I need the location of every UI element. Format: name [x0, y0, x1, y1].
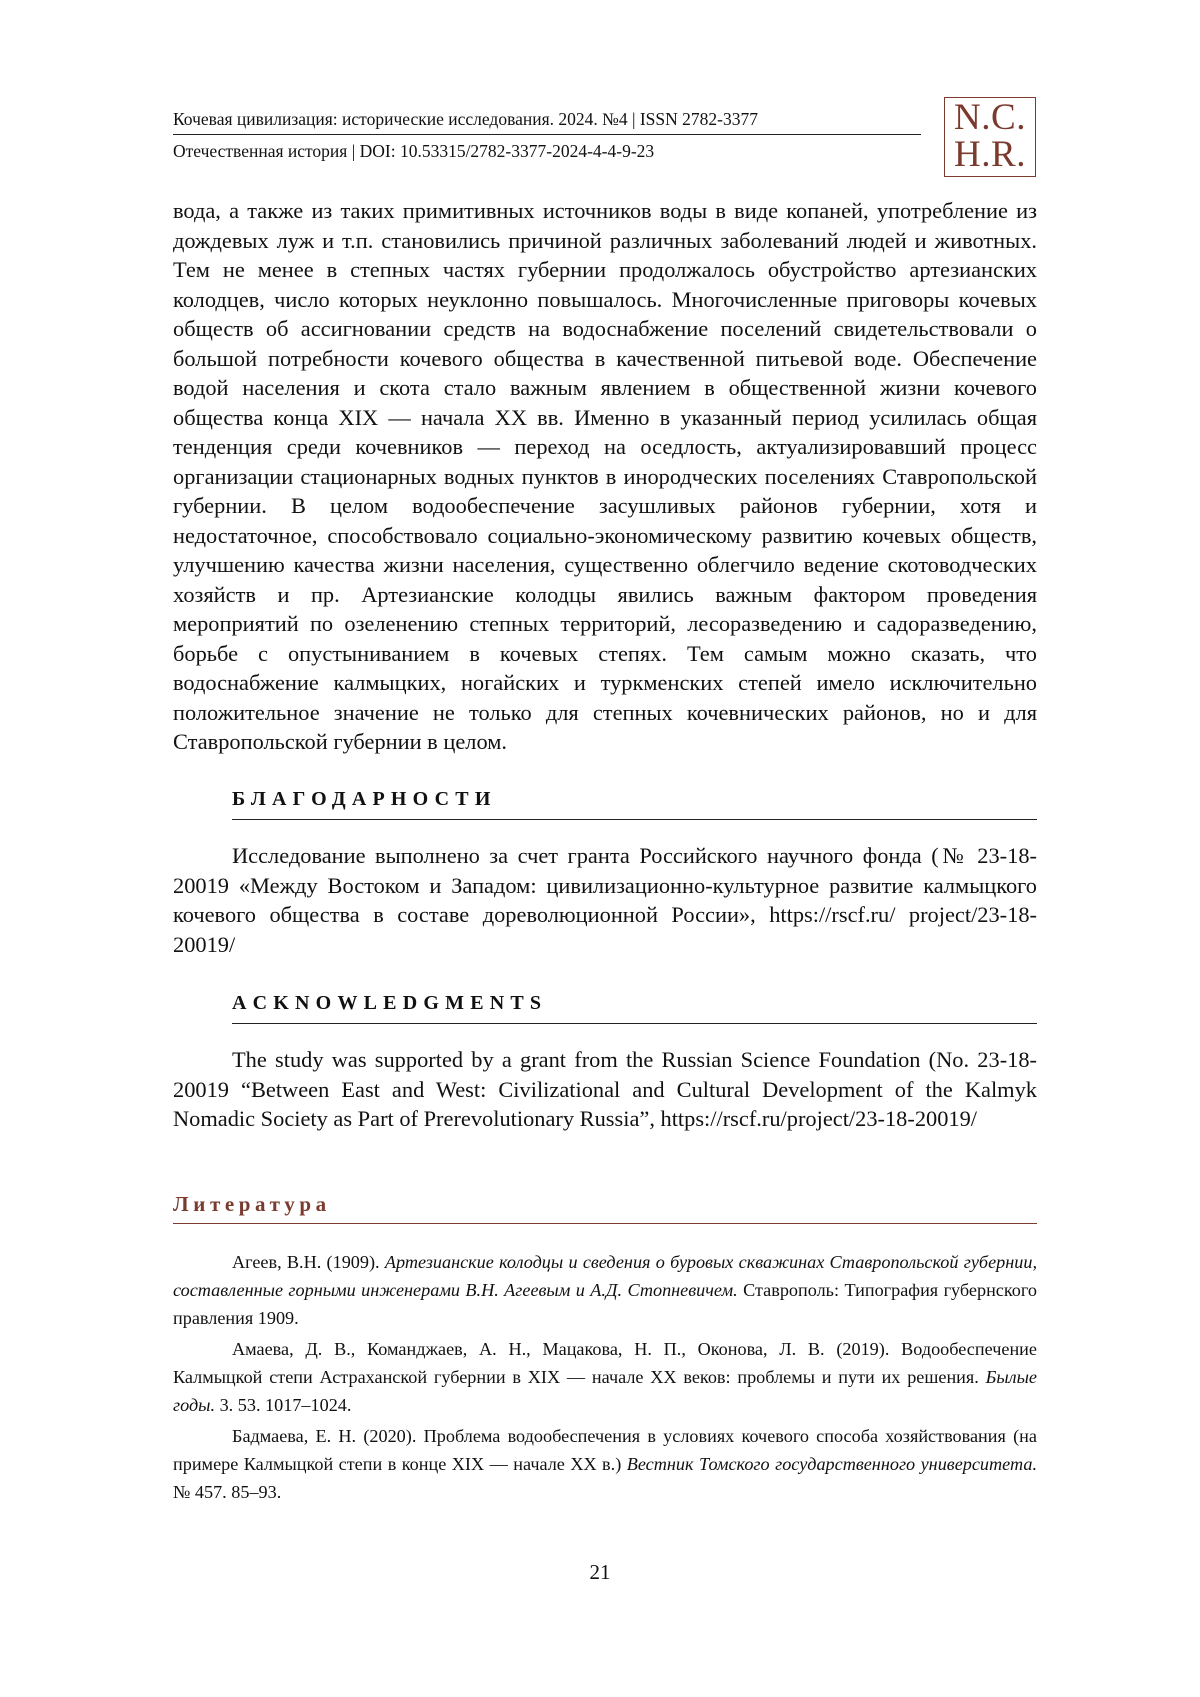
acknowledgments-en-text: The study was supported by a grant from the Russian Science Foundation (No. 23-18-20019 “Between East and West: Civilizational and Cultural Development of the Kalmyk Nomadic Society as Part of Prerevolutionary Russia”, https://rscf.ru/project/23-18-20019/ — [173, 1047, 1037, 1131]
acknowledgments-en-rule — [232, 1023, 1037, 1024]
reference-authors: Амаева, Д. В., Команджаев, А. Н., Мацакова, Н. П., Оконова, Л. В. (2019). Водообеспечение Калмыцкой степи Астраханской губернии в XIX — начале XX веков: проблемы и пути их решения. — [173, 1339, 1037, 1387]
reference-details: 3. 53. 1017–1024. — [215, 1395, 352, 1415]
acknowledgments-ru-rule — [232, 819, 1037, 820]
acknowledgments-en-title: ACKNOWLEDGMENTS — [232, 992, 548, 1014]
acknowledgments-ru-title: БЛАГОДАРНОСТИ — [232, 788, 497, 810]
journal-logo — [944, 97, 1036, 177]
literature-rule — [173, 1223, 1037, 1224]
logo-top-text: N.C. — [954, 97, 1026, 138]
body-paragraph: вода, а также из таких примитивных источников воды в виде копаней, употребление из дождевых луж и т.п. становились причиной различных заболеваний людей и животных. Тем не менее в степных частях губернии продолжалось обустройство артезианских колодцев, число которых неуклонно повышалось. Многочисленные приговоры кочевых обществ об ассигновании средств на водоснабжение поселений свидетельствовали о большой потребности кочевого общества в качественной питьевой воде. Обеспечение водой населения и скота стало важным явлением в общественной жизни кочевого общества конца XIX — начала XX вв. Именно в указанный период усилилась общая тенденция среди кочевников — переход на оседлость, актуализировавший процесс организации стационарных водных пунктов в инородческих поселениях Ставропольской губернии. В целом водообеспечение засушливых районов губернии, хотя и недостаточное, способствовало социально-экономическому развитию кочевых обществ, улучшению качества жизни населения, существенно облегчило ведение скотоводческих хозяйств и пр. Артезианские колодцы явились важным фактором проведения мероприятий по озеленению степных территорий, лесоразведению и садоразведению, борьбе с опустыниванием в кочевых степях. Тем самым можно сказать, что водоснабжение калмыцких, ногайских и туркменских степей имело исключительно положительное значение не только для степных кочевнических районов, но и для Ставропольской губернии в целом. — [173, 198, 1037, 754]
reference-item — [173, 1422, 1037, 1506]
reference-item — [173, 1248, 1037, 1332]
running-header — [173, 108, 921, 162]
reference-list — [173, 1248, 1037, 1509]
reference-title: Артезианские колодцы и сведения о буровых скважинах Ставропольской губернии, составленные горными инженерами В.Н. Агеевым и А.Д. Стопневичем. — [173, 1252, 1037, 1300]
reference-source: Былые годы. — [173, 1367, 1037, 1415]
acknowledgments-ru-text: Исследование выполнено за счет гранта Российского научного фонда (№ 23-18-20019 «Между Востоком и Западом: цивилизационно-культурное развитие калмыцкого кочевого общества в составе дореволюционной России», https://rscf.ru/ project/23-18-20019/ — [173, 843, 1037, 957]
header-divider — [173, 134, 921, 135]
header-doi-line: Отечественная история | DOI: 10.53315/2782-3377-2024-4-4-9-23 — [173, 141, 655, 161]
reference-authors: Бадмаева, Е. Н. (2020). Проблема водообеспечения в условиях кочевого способа хозяйствования (на примере Калмыцкой степи в конце XIX — начале XX в.) — [173, 1426, 1037, 1474]
reference-authors: Агеев, В.Н. (1909). — [232, 1252, 385, 1272]
reference-source: Вестник Томского государственного университета. — [626, 1454, 1037, 1474]
reference-details: Ставрополь: Типография губернского правления 1909. — [173, 1280, 1037, 1328]
reference-details: № 457. 85–93. — [173, 1482, 282, 1502]
page-number: 21 — [589, 1560, 611, 1584]
literature-title: Литература — [173, 1192, 331, 1216]
logo-bottom-text: H.R. — [954, 134, 1026, 175]
header-journal-line: Кочевая цивилизация: исторические исследования. 2024. №4 | ISSN 2782-3377 — [173, 109, 758, 129]
reference-item — [173, 1335, 1037, 1419]
